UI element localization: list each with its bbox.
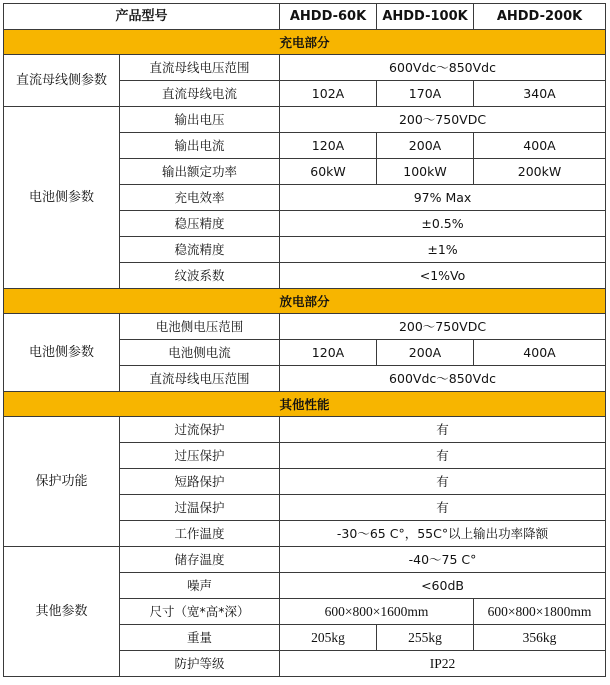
row-value: 97% Max <box>280 185 606 211</box>
row-value-100k: 170A <box>377 81 474 107</box>
row-label: 输出电流 <box>120 133 280 159</box>
row-value: <60dB <box>280 573 606 599</box>
row-value: 600Vdc～850Vdc <box>280 55 606 81</box>
row-value: ±1% <box>280 237 606 263</box>
row-label: 电池侧电流 <box>120 340 280 366</box>
row-value: 600Vdc～850Vdc <box>280 366 606 392</box>
section-discharge-title: 放电部分 <box>4 289 606 314</box>
row-value-60k: 60kW <box>280 159 377 185</box>
row-label: 纹波系数 <box>120 263 280 289</box>
other-params-group-label: 其他参数 <box>4 547 120 677</box>
table-row <box>4 55 606 81</box>
row-value: 200～750VDC <box>280 107 606 133</box>
row-label: 短路保护 <box>120 469 280 495</box>
row-value-100k: 100kW <box>377 159 474 185</box>
row-value: 有 <box>280 495 606 521</box>
product-model-header: 产品型号 <box>4 4 280 30</box>
model-100k-header: AHDD-100K <box>377 4 474 30</box>
row-value: <1%Vo <box>280 263 606 289</box>
model-60k-header: AHDD-60K <box>280 4 377 30</box>
row-label: 稳流精度 <box>120 237 280 263</box>
section-other-title: 其他性能 <box>4 392 606 417</box>
battery-group-label: 电池侧参数 <box>4 107 120 289</box>
row-value-200k: 200kW <box>474 159 606 185</box>
row-value-200k: 600×800×1800mm <box>474 599 606 625</box>
row-value: ±0.5% <box>280 211 606 237</box>
spec-table <box>3 3 606 677</box>
row-label: 重量 <box>120 625 280 651</box>
dc-bus-group-label: 直流母线侧参数 <box>4 55 120 107</box>
header-row <box>4 4 606 30</box>
row-label: 过温保护 <box>120 495 280 521</box>
table-row <box>4 107 606 133</box>
row-value: 有 <box>280 443 606 469</box>
row-label: 噪声 <box>120 573 280 599</box>
row-label: 输出电压 <box>120 107 280 133</box>
row-value-60k: 102A <box>280 81 377 107</box>
row-label: 直流母线电流 <box>120 81 280 107</box>
row-value: 200～750VDC <box>280 314 606 340</box>
row-label: 储存温度 <box>120 547 280 573</box>
row-value-60k-100k: 600×800×1600mm <box>280 599 474 625</box>
row-label: 过流保护 <box>120 417 280 443</box>
table-row <box>4 417 606 443</box>
model-200k-header: AHDD-200K <box>474 4 606 30</box>
row-label: 直流母线电压范围 <box>120 55 280 81</box>
row-label: 输出额定功率 <box>120 159 280 185</box>
section-charge-title: 充电部分 <box>4 30 606 55</box>
section-other <box>4 392 606 417</box>
row-label: 过压保护 <box>120 443 280 469</box>
row-value-200k: 356kg <box>474 625 606 651</box>
row-value: 有 <box>280 469 606 495</box>
row-value-200k: 340A <box>474 81 606 107</box>
row-value-200k: 400A <box>474 133 606 159</box>
row-value: -40～75 C° <box>280 547 606 573</box>
section-discharge <box>4 289 606 314</box>
row-value-60k: 205kg <box>280 625 377 651</box>
protection-group-label: 保护功能 <box>4 417 120 547</box>
row-value-100k: 200A <box>377 133 474 159</box>
row-value: IP22 <box>280 651 606 677</box>
row-label: 充电效率 <box>120 185 280 211</box>
row-label: 工作温度 <box>120 521 280 547</box>
row-label: 稳压精度 <box>120 211 280 237</box>
section-charge <box>4 30 606 55</box>
row-value-60k: 120A <box>280 340 377 366</box>
row-value-100k: 255kg <box>377 625 474 651</box>
row-label: 电池侧电压范围 <box>120 314 280 340</box>
row-value: 有 <box>280 417 606 443</box>
table-row <box>4 547 606 573</box>
row-label: 直流母线电压范围 <box>120 366 280 392</box>
row-value: -30～65 C°，55C°以上输出功率降额 <box>280 521 606 547</box>
row-label: 防护等级 <box>120 651 280 677</box>
row-value-200k: 400A <box>474 340 606 366</box>
discharge-battery-group-label: 电池侧参数 <box>4 314 120 392</box>
row-value-60k: 120A <box>280 133 377 159</box>
row-value-100k: 200A <box>377 340 474 366</box>
row-label: 尺寸（宽*高*深） <box>120 599 280 625</box>
table-row <box>4 314 606 340</box>
